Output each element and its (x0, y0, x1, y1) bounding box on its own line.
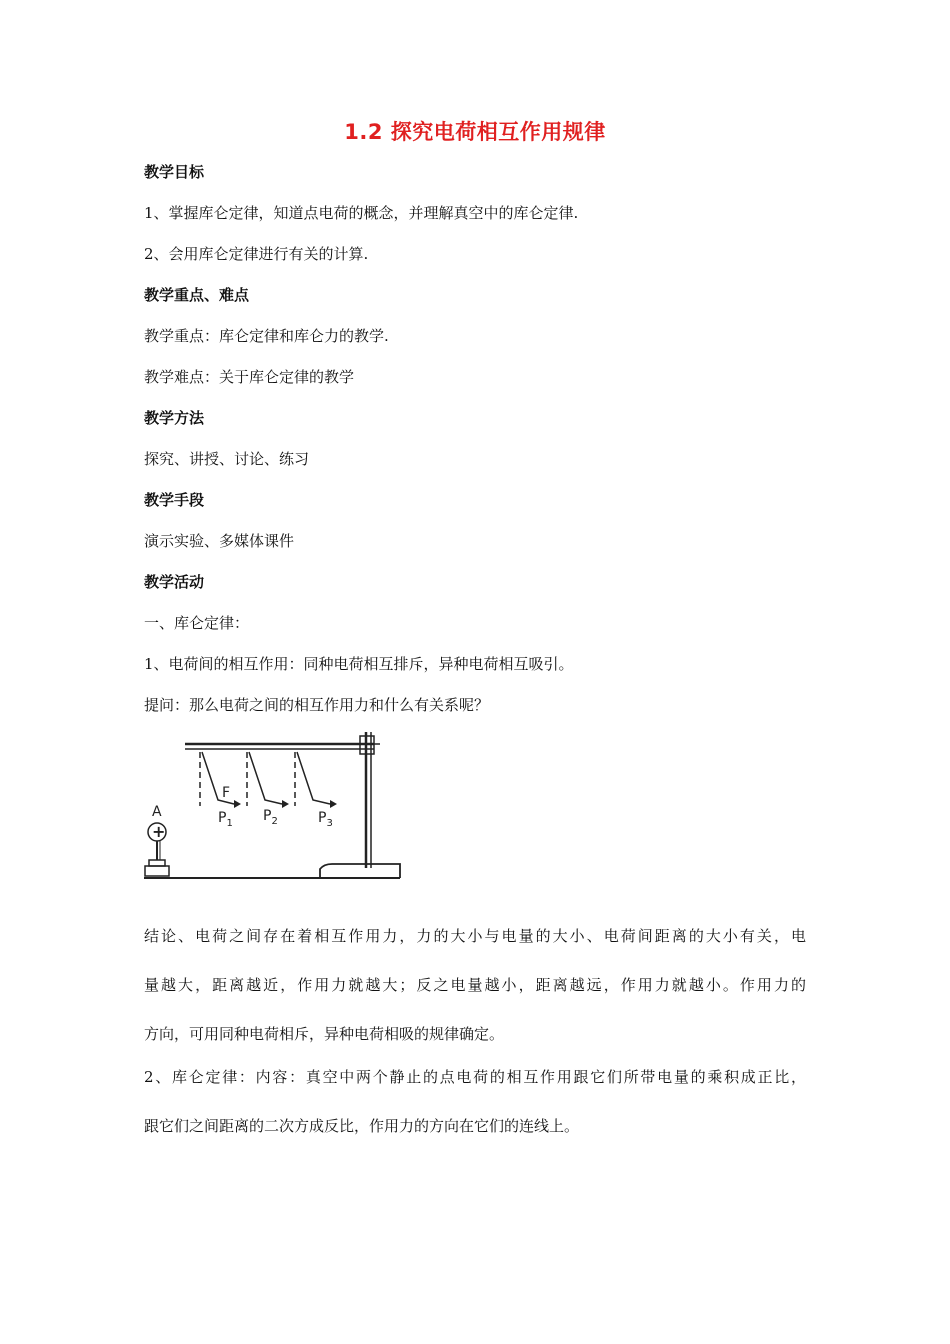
stand-base (320, 864, 400, 878)
charge-sign: + (152, 822, 166, 841)
conclusion-line-3: 方向，可用同种电荷相斥，异种电荷相吸的规律确定。 (144, 1025, 505, 1043)
question: 提问：那么电荷之间的相互作用力和什么有关系呢？ (144, 696, 490, 714)
position-label-3: $P_3$ (318, 810, 333, 829)
arrow-p2 (282, 800, 289, 808)
charge-base (149, 860, 165, 866)
heading-teaching-means: 教学手段 (144, 491, 205, 509)
pendulum-3 (297, 752, 330, 804)
coulomb-law-line-1: 2、库仑定律：内容：真空中两个静止的点电荷的相互作用跟它们所带电量的乘积成正比， (144, 1068, 806, 1086)
arrow-p3 (330, 800, 337, 808)
goal-2: 2、会用库仑定律进行有关的计算. (144, 245, 369, 263)
heading-teaching-goals: 教学目标 (144, 163, 205, 181)
difficult-point: 教学难点：关于库仑定律的教学 (144, 368, 355, 386)
teaching-method: 探究、讲授、讨论、练习 (144, 450, 310, 468)
item-interaction: 1、电荷间的相互作用：同种电荷相互排斥，异种电荷相互吸引。 (144, 655, 574, 673)
experiment-figure (144, 728, 402, 880)
position-label-2: $P_2$ (263, 808, 278, 827)
conclusion-line-1: 结论、电荷之间存在着相互作用力，力的大小与电量的大小、电荷间距离的大小有关，电 (144, 927, 806, 945)
heading-teaching-method: 教学方法 (144, 409, 205, 427)
charge-label: A (152, 804, 162, 820)
goal-1: 1、掌握库仑定律，知道点电荷的概念，并理解真空中的库仑定律. (144, 204, 579, 222)
teaching-means: 演示实验、多媒体课件 (144, 532, 295, 550)
page-title: 1.2 探究电荷相互作用规律 (344, 120, 606, 144)
heading-teaching-activity: 教学活动 (144, 573, 205, 591)
arrow-p1 (234, 800, 241, 808)
coulomb-law-line-2: 跟它们之间距离的二次方成反比，作用力的方向在它们的连线上。 (144, 1117, 580, 1135)
position-label-1: $P_1$ (218, 810, 233, 829)
pendulum-2 (249, 752, 282, 804)
key-point: 教学重点：库仑定律和库仑力的教学. (144, 327, 389, 345)
force-label: F (222, 785, 231, 801)
heading-key-points: 教学重点、难点 (144, 286, 250, 304)
conclusion-line-2: 量越大，距离越近，作用力就越大；反之电量越小，距离越远，作用力就越小。作用力的 (144, 976, 806, 994)
part-coulomb-law: 一、库仑定律： (144, 614, 250, 632)
